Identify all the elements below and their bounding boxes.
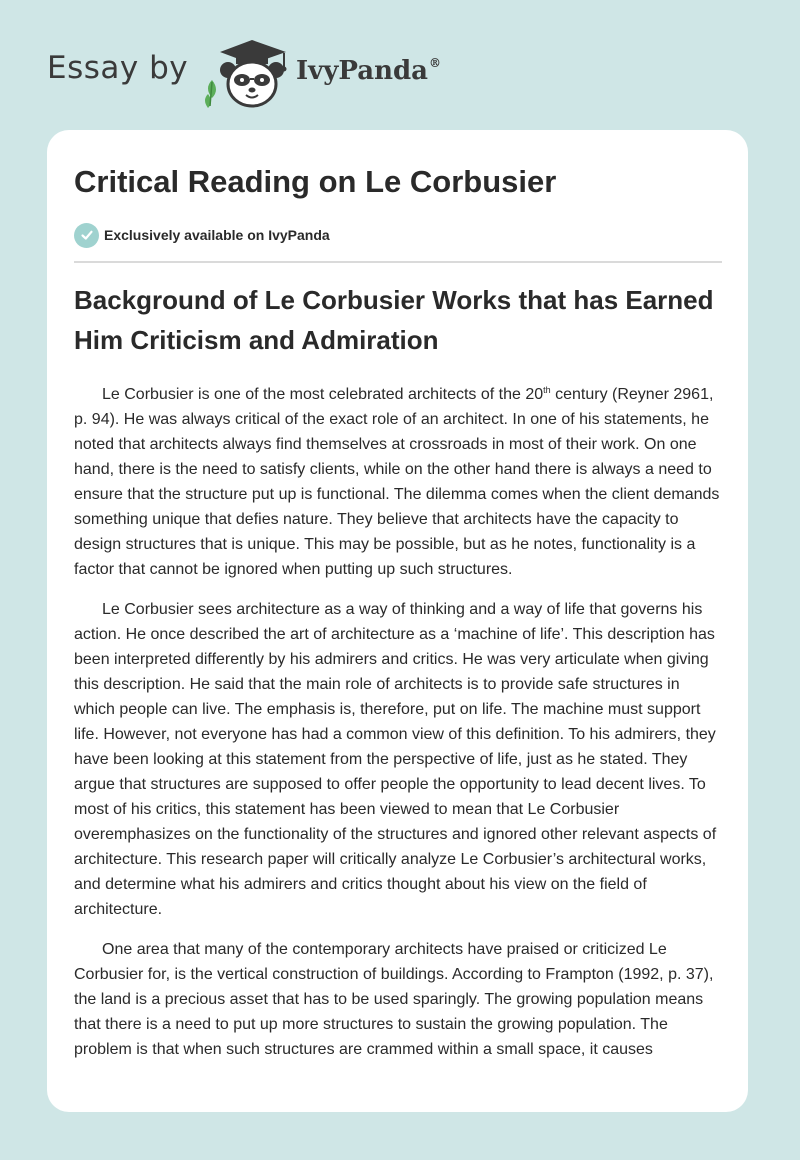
paragraph: Le Corbusier sees architecture as a way of thinking and a way of life that governs his action. He once described the art of architecture as a ‘machine of life’. This description has been interpreted differently by his admirers and critics. He was very articulate when giving this description. He said that the main role of architects is to provide safe structures in which people can live. The emphasis is, therefore, put on life. The machine must support life. However, not everyone has had a common view of this definition. To his admirers, they have been looking at this statement from the perspective of life, just as he stated. They argue that structures are supposed to offer people the opportunity to lead decent lives. To most of his critics, this statement has been viewed to mean that Le Corbusier overemphasizes on the functionality of the structures and ignored other relevant aspects of architecture. This research paper will critically analyze Le Corbusier’s architectural works, and determine what his admirers and critics thought about his view on the field of architecture. [74, 601, 717, 918]
check-icon [74, 223, 99, 248]
paragraph-text: century (Reyner 2961, p. 94). He was always critical of the exact role of an architect. In one of his statements, he noted that architects always find themselves at crossroads in most of their work. On one hand, there is the need to satisfy clients, while on the other hand there is always a need to ensure that the structure put up is functional. The dilemma comes when the client demands something unique that defies nature. They believe that architects have the capacity to design structures that is unique. This may be possible, but as he notes, functionality is a factor that cannot be ignored when putting up such structures. [74, 386, 720, 578]
panda-logo-icon[interactable] [200, 36, 292, 110]
paragraph-text: Le Corbusier is one of the most celebrated architects of the 20 [102, 386, 544, 403]
divider [74, 261, 722, 263]
site-header [0, 0, 800, 130]
availability-badge [74, 222, 330, 248]
essay-by-label: Essay by [47, 50, 189, 86]
article-body [74, 382, 722, 1077]
registered-mark: ® [429, 56, 442, 70]
paragraph: One area that many of the contemporary architects have praised or criticized Le Corbusier for, is the vertical construction of buildings. According to Frampton (1992, p. 37), the land is a precious asset that has to be used sparingly. The growing population means that there is a need to put up more structures to sustain the growing population. The problem is that when such structures are crammed within a small space, it causes [74, 941, 714, 1058]
page-title: Critical Reading on Le Corbusier [74, 164, 557, 199]
brand-name-text: IvyPanda [296, 56, 429, 86]
badge-label: Exclusively available on IvyPanda [104, 227, 330, 243]
article-card [47, 130, 748, 1112]
paragraph [74, 382, 722, 582]
ordinal-suffix: th [543, 385, 551, 395]
section-heading: Background of Le Corbusier Works that has Earned Him Criticism and Admiration [74, 285, 714, 355]
brand-name[interactable] [296, 56, 441, 86]
